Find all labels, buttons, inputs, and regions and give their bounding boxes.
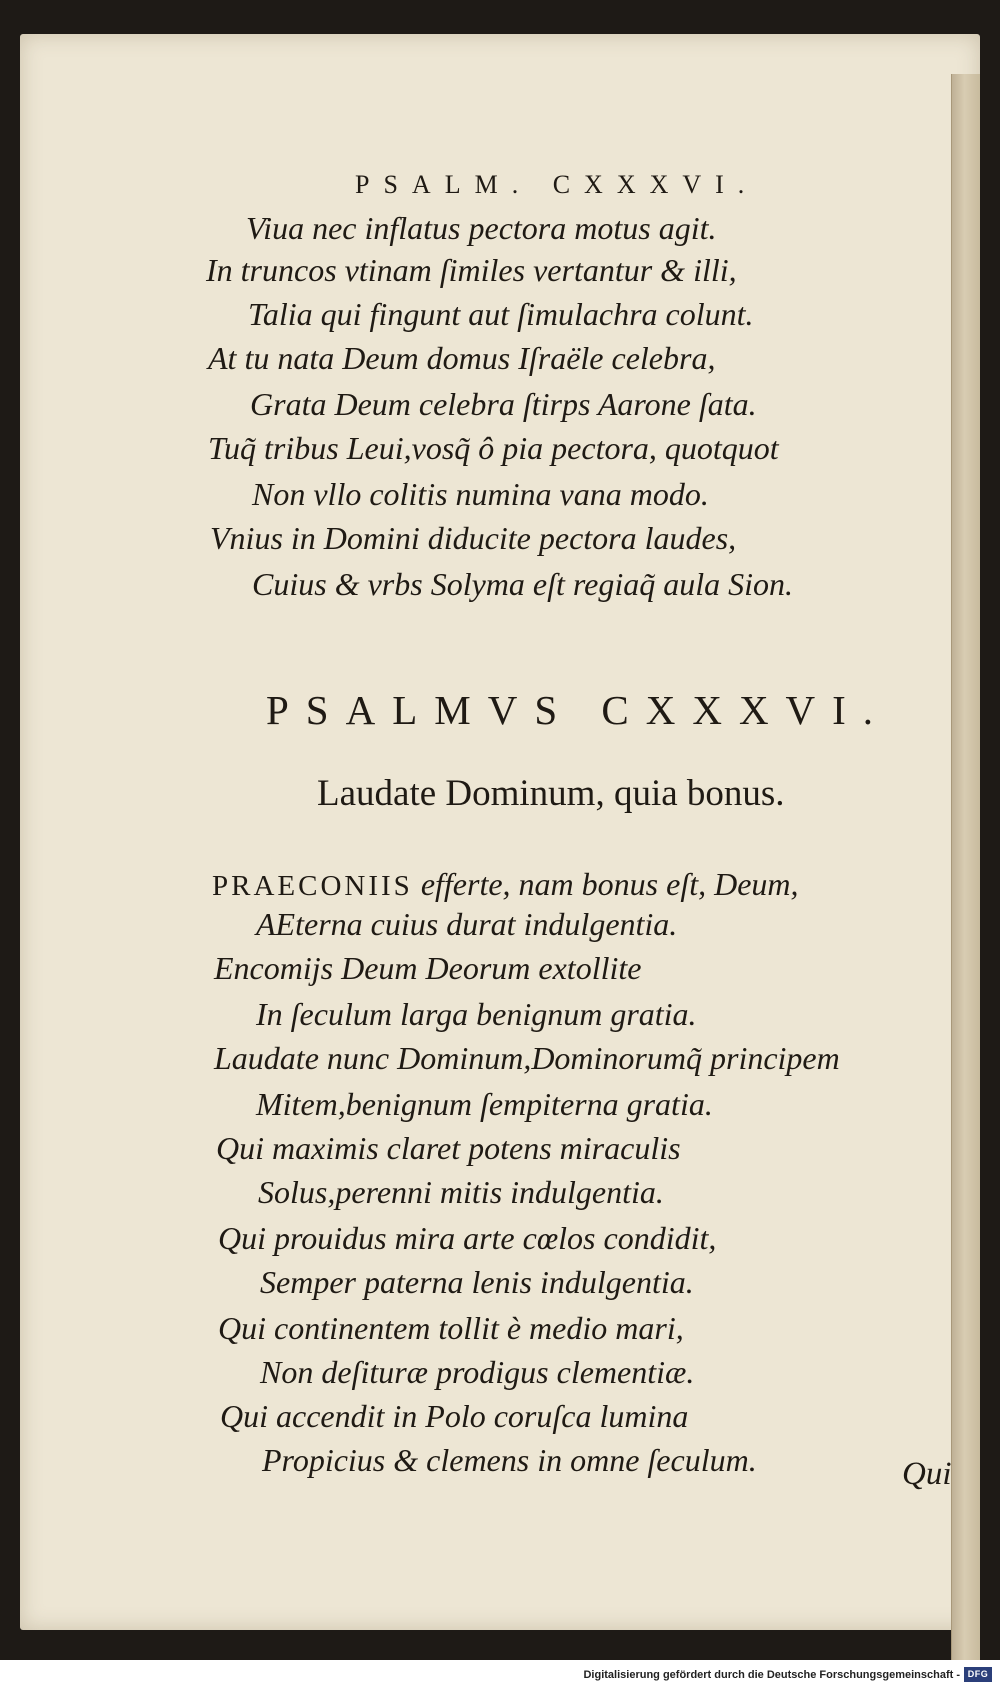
verse-line: Solus,perenni mitis indulgentia. (258, 1174, 664, 1210)
first-line-rest: efferte, nam bonus eſt, Deum, (412, 866, 799, 902)
psalm-first-line (212, 866, 799, 903)
digitization-footer (0, 1660, 1000, 1691)
catchword: Qui (902, 1456, 952, 1492)
verse-line: Non vllo colitis numina vana modo. (252, 476, 709, 512)
verse-line: In ſeculum larga benignum gratia. (256, 996, 697, 1032)
verse-line: Tuq̃ tribus Leui,vosq̃ ô pia pectora, quotquot (208, 430, 779, 466)
footer-credit: Digitalisierung gefördert durch die Deutsche Forschungsgemeinschaft - (583, 1669, 960, 1681)
verse-line: Qui accendit in Polo coruſca lumina (220, 1398, 689, 1434)
verse-line: At tu nata Deum domus Iſraële celebra, (208, 340, 716, 376)
verse-line: Laudate nunc Dominum,Dominorumq̃ principem (214, 1040, 840, 1076)
psalm-subtitle: Laudate Dominum, quia bonus. (317, 773, 785, 814)
verse-line: Encomijs Deum Deorum extollite (214, 950, 642, 986)
verse-line: Grata Deum celebra ſtirps Aarone ſata. (250, 386, 757, 422)
verse-line: Qui prouidus mira arte cœlos condidit, (218, 1220, 717, 1256)
verse-line: Viua nec inflatus pectora motus agit. (246, 210, 717, 246)
verse-line: Semper paterna lenis indulgentia. (260, 1264, 694, 1300)
verse-line: Non deſituræ prodigus clementiæ. (260, 1354, 695, 1390)
verse-line: In truncos vtinam ſimiles vertantur & illi, (206, 252, 737, 288)
book-page (20, 34, 980, 1630)
running-head: PSALM. CXXXVI. (355, 170, 759, 199)
verse-line: Cuius & vrbs Solyma eſt regiaq̃ aula Sion. (252, 566, 794, 602)
psalm-heading: PSALMVS CXXXVI. (266, 687, 891, 733)
opening-word: PRAECONIIS (212, 870, 413, 902)
verse-line: Qui maximis claret potens miraculis (216, 1130, 681, 1166)
next-page-edge (951, 74, 980, 1660)
dfg-logo: DFG (964, 1667, 992, 1682)
verse-line: Qui continentem tollit è medio mari, (218, 1310, 684, 1346)
verse-line: Propicius & clemens in omne ſeculum. (262, 1442, 757, 1478)
verse-line: Mitem,benignum ſempiterna gratia. (256, 1086, 713, 1122)
verse-line: Vnius in Domini diducite pectora laudes, (210, 520, 737, 556)
verse-line: AEterna cuius durat indulgentia. (256, 906, 678, 942)
verse-line: Talia qui fingunt aut ſimulachra colunt. (248, 296, 754, 332)
